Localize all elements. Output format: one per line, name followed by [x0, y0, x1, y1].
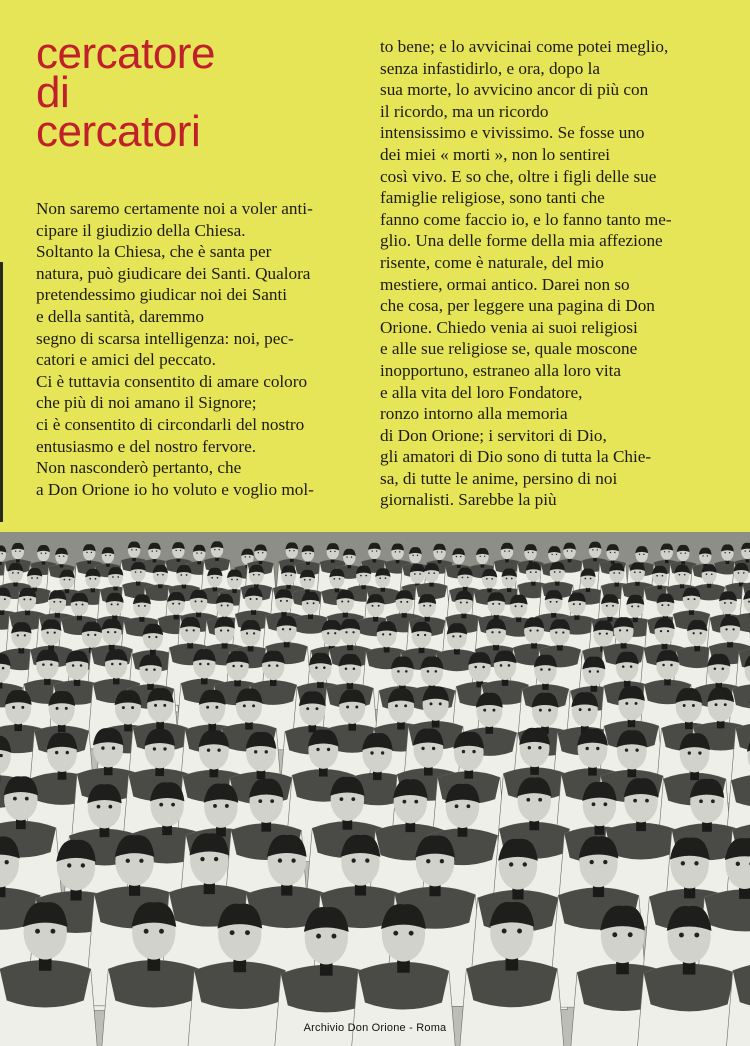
text-line: mestiere, ormai antico. Darei non so	[380, 274, 630, 294]
text-line: segno di scarsa intelligenza: noi, pec-	[36, 328, 294, 348]
text-line: to bene; e lo avvicinai come potei meglio,	[380, 37, 669, 56]
right-text-column	[380, 36, 700, 511]
altar-boys-photo	[0, 532, 750, 1046]
text-line: gli amatori di Dio sono di tutta la Chie-	[380, 447, 652, 467]
text-line: entusiasmo e del nostro fervore.	[36, 436, 257, 456]
text-line: catori e amici del peccato.	[36, 350, 216, 370]
text-line: così vivo. E so che, oltre i figli delle sue	[380, 166, 657, 186]
title-line: cercatori	[36, 107, 201, 156]
page-edge-shadow	[0, 262, 3, 522]
text-line: cipare il giudizio della Chiesa.	[36, 220, 246, 240]
text-line: senza infastidirlo, e ora, dopo la	[380, 58, 601, 78]
altar-boys-crowd-photo-icon	[0, 532, 750, 1046]
title-line: cercatore	[36, 29, 215, 78]
text-line: che cosa, per leggere una pagina di Don	[380, 296, 655, 316]
text-line: pretendessimo giudicar noi dei Santi	[36, 285, 288, 305]
text-line: e della santità, daremmo	[36, 306, 204, 326]
text-line: a Don Orione io ho voluto e voglio mol-	[36, 479, 314, 499]
text-line: dei miei « morti », non lo sentirei	[380, 144, 611, 164]
text-line: Non saremo certamente noi a voler anti-	[36, 199, 313, 218]
text-line: Non nasconderò pertanto, che	[36, 458, 242, 478]
text-line: e alla vita del loro Fondatore,	[380, 382, 583, 402]
text-line: fanno come faccio io, e lo fanno tanto me-	[380, 209, 672, 229]
left-text-column	[36, 198, 346, 500]
article-title	[36, 29, 286, 156]
title-line: di	[36, 68, 70, 117]
text-line: che più di noi amano il Signore;	[36, 393, 257, 413]
text-line: risente, come è naturale, del mio	[380, 252, 604, 272]
text-line: glio. Una delle forme della mia affezione	[380, 231, 663, 251]
text-line: ronzo intorno alla memoria	[380, 404, 568, 424]
text-line: Orione. Chiedo venia ai suoi religiosi	[380, 317, 638, 337]
text-line: Soltanto la Chiesa, che è santa per	[36, 242, 272, 262]
text-line: famiglie religiose, sono tanti che	[380, 188, 605, 208]
text-line: sa, di tutte le anime, persino di noi	[380, 468, 618, 488]
text-line: Ci è tuttavia consentito di amare coloro	[36, 371, 308, 391]
text-line: il ricordo, ma un ricordo	[380, 101, 549, 121]
text-line: inopportuno, estraneo alla loro vita	[380, 360, 622, 380]
text-line: intensissimo e vivissimo. Se fosse uno	[380, 123, 645, 143]
text-line: natura, può giudicare dei Santi. Qualora	[36, 263, 311, 283]
text-line: ci è consentito di circondarli del nostro	[36, 414, 305, 434]
text-line: giornalisti. Sarebbe la più	[380, 490, 557, 510]
photo-watermark: Archivio Don Orione - Roma	[303, 1022, 447, 1034]
text-line: sua morte, lo avvicino ancor di più con	[380, 80, 649, 100]
text-line: e alle sue religiose se, quale moscone	[380, 339, 638, 359]
text-line: di Don Orione; i servitori di Dio,	[380, 425, 607, 445]
